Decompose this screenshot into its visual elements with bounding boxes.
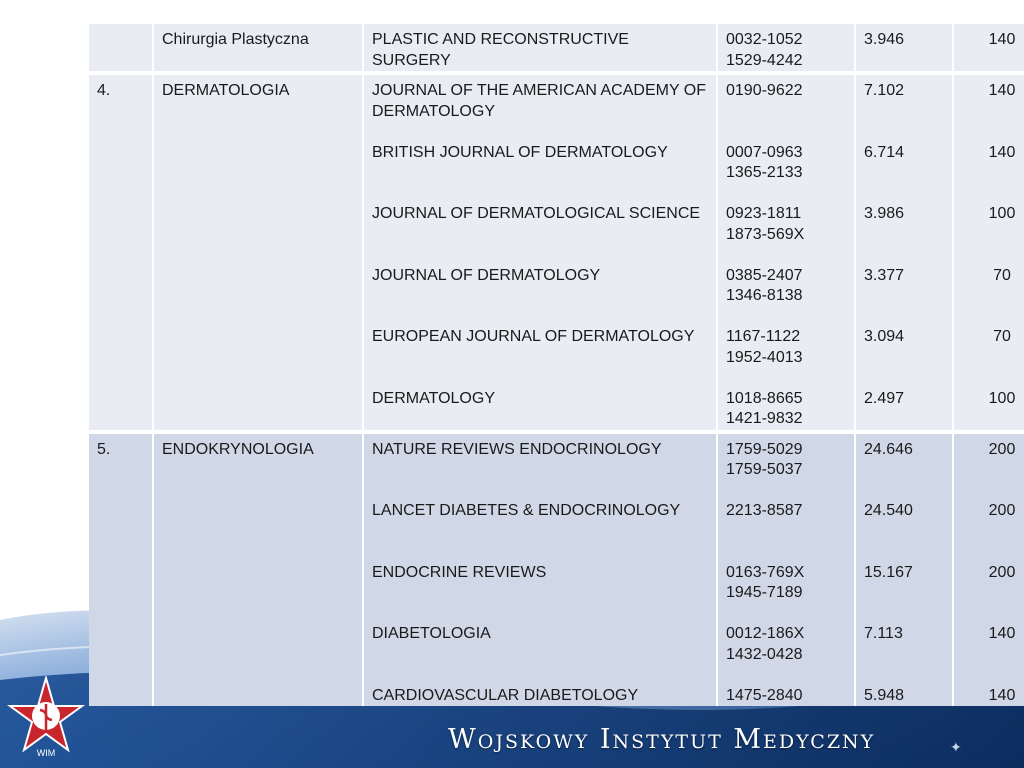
footer-mark-icon: ✦	[950, 740, 962, 756]
journal-title: CARDIOVASCULAR DIABETOLOGY	[372, 686, 639, 704]
institute-name: Wojskowy Instytut Medyczny	[448, 724, 876, 755]
points-cell	[954, 430, 1024, 707]
discipline-name: ENDOKRYNOLOGIA	[162, 440, 314, 458]
issn-number: 0163-769X	[726, 563, 805, 581]
issn-number: 0923-1811	[726, 205, 802, 222]
issn-number: 1365-2133	[726, 164, 803, 181]
points-cell	[954, 71, 1024, 430]
row-number: 4.	[97, 82, 111, 99]
issn-number: 0190-9622	[726, 82, 803, 99]
points-value: 140	[988, 31, 1016, 48]
issn-number: 1759-5037	[726, 461, 803, 478]
issn-number: 1529-4242	[726, 51, 803, 69]
points-value: 140	[988, 143, 1016, 161]
issn-number: 1346-8138	[726, 287, 803, 304]
journal-title: EUROPEAN JOURNAL OF DERMATOLOGY	[372, 328, 695, 345]
journal-title: BRITISH JOURNAL OF DERMATOLOGY	[372, 143, 668, 161]
issn-cell	[718, 71, 856, 430]
issn-number: 0385-2407	[726, 266, 803, 284]
issn-block	[726, 143, 846, 205]
issn-cell	[718, 430, 856, 707]
discipline-cell	[154, 71, 364, 430]
row-number-cell	[89, 430, 154, 707]
issn-number: 2213-8587	[726, 502, 803, 519]
issn-number: 1421-9832	[726, 410, 803, 427]
discipline-cell	[154, 24, 364, 71]
impact-factor: 6.714	[864, 143, 905, 161]
issn-number: 1018-8665	[726, 389, 803, 407]
impact-factor: 15.167	[864, 563, 913, 581]
impact-factor: 3.986	[864, 205, 905, 222]
row-number-cell	[89, 24, 154, 71]
issn-number: 1432-0428	[726, 645, 803, 663]
issn-block	[726, 266, 846, 328]
issn-number: 0012-186X	[726, 625, 805, 642]
journal-title-cell	[364, 24, 718, 71]
impact-factor: 3.377	[864, 266, 905, 284]
issn-block	[726, 440, 846, 502]
issn-number: 1952-4013	[726, 348, 803, 366]
impact-factor: 7.102	[864, 82, 905, 99]
issn-block	[726, 81, 846, 143]
issn-block	[726, 389, 846, 430]
impact-factor-cell	[856, 71, 954, 430]
journal-title-cell	[364, 430, 718, 707]
issn-block	[726, 30, 846, 71]
impact-factor: 7.113	[864, 625, 903, 642]
discipline-cell	[154, 430, 364, 707]
impact-factor: 24.646	[864, 440, 913, 458]
impact-factor-cell	[856, 24, 954, 71]
points-value: 200	[988, 502, 1016, 519]
impact-factor: 3.094	[864, 328, 905, 345]
impact-factor: 3.946	[864, 31, 905, 48]
impact-factor: 2.497	[864, 389, 905, 407]
issn-cell	[718, 24, 856, 71]
discipline-name: DERMATOLOGIA	[162, 82, 290, 99]
impact-factor-cell	[856, 430, 954, 707]
impact-factor: 5.948	[864, 686, 905, 704]
issn-block	[726, 501, 846, 563]
points-value: 140	[988, 82, 1016, 99]
journal-title: NATURE REVIEWS ENDOCRINOLOGY	[372, 440, 662, 458]
points-value: 140	[988, 686, 1016, 704]
impact-factor: 24.540	[864, 502, 913, 519]
table-row	[89, 430, 1024, 707]
row-number-cell	[89, 71, 154, 430]
issn-block	[726, 686, 846, 707]
points-value: 140	[988, 625, 1016, 642]
points-value: 70	[993, 266, 1011, 284]
journal-title: JOURNAL OF DERMATOLOGICAL SCIENCE	[372, 205, 701, 222]
issn-number: 0007-0963	[726, 143, 803, 161]
row-number: 5.	[97, 440, 111, 458]
issn-block	[726, 563, 846, 625]
points-cell	[954, 24, 1024, 71]
wim-emblem-icon	[6, 676, 86, 760]
points-value: 70	[993, 328, 1011, 345]
issn-number: 1475-2840	[726, 686, 803, 704]
journal-title: JOURNAL OF THE AMERICAN ACADEMY OF DERMATOLOGY	[372, 82, 706, 120]
journal-table	[89, 24, 1024, 706]
journal-table-container	[89, 24, 1016, 706]
journal-title: JOURNAL OF DERMATOLOGY	[372, 266, 601, 284]
journal-title: PLASTIC AND RECONSTRUCTIVE SURGERY	[372, 31, 629, 69]
issn-number: 1167-1122	[726, 328, 801, 345]
issn-number: 1873-569X	[726, 225, 805, 243]
table-row	[89, 24, 1024, 71]
points-value: 100	[988, 389, 1016, 407]
points-value: 100	[988, 205, 1016, 222]
discipline-name: Chirurgia Plastyczna	[162, 31, 309, 48]
issn-block	[726, 624, 846, 686]
points-value: 200	[988, 440, 1016, 458]
journal-title: DERMATOLOGY	[372, 389, 495, 407]
journal-title-cell	[364, 71, 718, 430]
issn-block	[726, 327, 846, 389]
issn-number: 1945-7189	[726, 584, 803, 601]
wim-emblem-text: WIM	[36, 748, 56, 758]
issn-number: 1759-5029	[726, 440, 803, 458]
issn-block	[726, 204, 846, 266]
journal-title: ENDOCRINE REVIEWS	[372, 563, 547, 581]
issn-number: 0032-1052	[726, 31, 803, 48]
points-value: 200	[988, 563, 1016, 581]
journal-title: DIABETOLOGIA	[372, 625, 491, 642]
table-row	[89, 71, 1024, 430]
journal-title: LANCET DIABETES & ENDOCRINOLOGY	[372, 502, 681, 519]
